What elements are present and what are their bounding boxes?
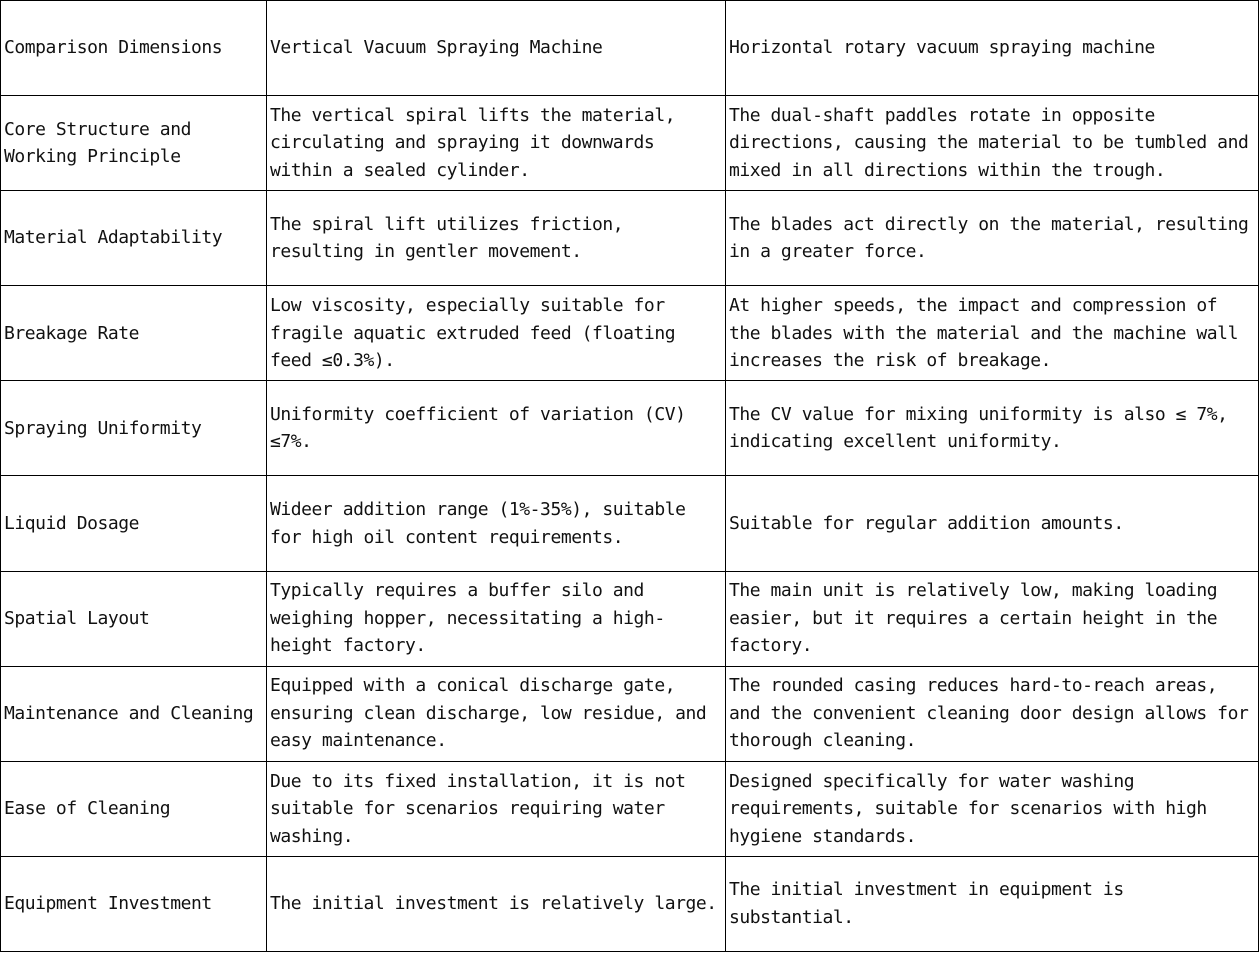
row-horizontal-cell: The main unit is relatively low, making loading easier, but it requires a certain height in the factory. bbox=[726, 571, 1259, 666]
table-row bbox=[1, 761, 1259, 856]
row-horizontal-cell: Suitable for regular addition amounts. bbox=[726, 476, 1259, 571]
row-dimension: Ease of Cleaning bbox=[1, 761, 267, 856]
row-dimension: Breakage Rate bbox=[1, 286, 267, 381]
table-row bbox=[1, 666, 1259, 761]
row-horizontal-cell: The rounded casing reduces hard-to-reach areas, and the convenient cleaning door design allows for thorough cleaning. bbox=[726, 666, 1259, 761]
row-dimension: Maintenance and Cleaning bbox=[1, 666, 267, 761]
row-vertical-cell: The vertical spiral lifts the material, circulating and spraying it downwards within a sealed cylinder. bbox=[267, 96, 726, 191]
row-vertical-cell: The spiral lift utilizes friction, resulting in gentler movement. bbox=[267, 191, 726, 286]
row-horizontal-cell: The dual-shaft paddles rotate in opposite directions, causing the material to be tumbled and mixed in all directions within the trough. bbox=[726, 96, 1259, 191]
table-row bbox=[1, 96, 1259, 191]
row-horizontal-cell: Designed specifically for water washing requirements, suitable for scenarios with high hygiene standards. bbox=[726, 761, 1259, 856]
table-row bbox=[1, 571, 1259, 666]
row-horizontal-cell: The initial investment in equipment is substantial. bbox=[726, 856, 1259, 951]
table-row bbox=[1, 856, 1259, 951]
row-dimension: Spatial Layout bbox=[1, 571, 267, 666]
row-dimension: Equipment Investment bbox=[1, 856, 267, 951]
header-dimensions: Comparison Dimensions bbox=[1, 1, 267, 96]
row-horizontal-cell: The CV value for mixing uniformity is also ≤ 7%, indicating excellent uniformity. bbox=[726, 381, 1259, 476]
header-vertical-machine: Vertical Vacuum Spraying Machine bbox=[267, 1, 726, 96]
row-dimension: Core Structure and Working Principle bbox=[1, 96, 267, 191]
row-vertical-cell: Wideer addition range (1%-35%), suitable for high oil content requirements. bbox=[267, 476, 726, 571]
row-vertical-cell: Low viscosity, especially suitable for fragile aquatic extruded feed (floating feed ≤0.3%). bbox=[267, 286, 726, 381]
row-vertical-cell: Typically requires a buffer silo and weighing hopper, necessitating a high-height factory. bbox=[267, 571, 726, 666]
row-dimension: Spraying Uniformity bbox=[1, 381, 267, 476]
row-vertical-cell: Due to its fixed installation, it is not suitable for scenarios requiring water washing. bbox=[267, 761, 726, 856]
row-vertical-cell: Uniformity coefficient of variation (CV) ≤7%. bbox=[267, 381, 726, 476]
row-horizontal-cell: At higher speeds, the impact and compression of the blades with the material and the machine wall increases the risk of breakage. bbox=[726, 286, 1259, 381]
row-dimension: Liquid Dosage bbox=[1, 476, 267, 571]
header-horizontal-machine: Horizontal rotary vacuum spraying machine bbox=[726, 1, 1259, 96]
header-row bbox=[1, 1, 1259, 96]
row-vertical-cell: The initial investment is relatively large. bbox=[267, 856, 726, 951]
table-row bbox=[1, 191, 1259, 286]
table-row bbox=[1, 381, 1259, 476]
row-dimension: Material Adaptability bbox=[1, 191, 267, 286]
table-row bbox=[1, 286, 1259, 381]
table-row bbox=[1, 476, 1259, 571]
row-vertical-cell: Equipped with a conical discharge gate, ensuring clean discharge, low residue, and easy maintenance. bbox=[267, 666, 726, 761]
row-horizontal-cell: The blades act directly on the material, resulting in a greater force. bbox=[726, 191, 1259, 286]
